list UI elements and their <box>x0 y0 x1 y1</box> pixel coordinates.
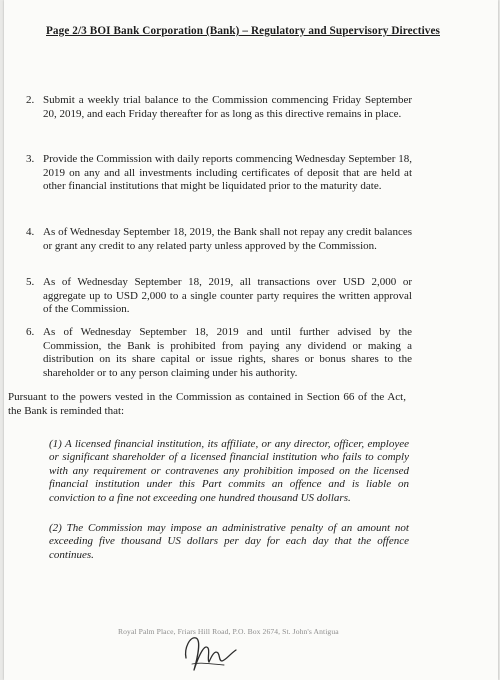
directive-number: 3. <box>26 153 35 165</box>
directive-text: As of Wednesday September 18, 2019 and until further advised by the Commission, the Bank is prohibited from paying any dividend or making a distribution on its share capital or issue rights, shares or bonus shares to the shareholder or to any person claiming under his authority. <box>43 326 412 379</box>
page-heading: Page 2/3 BOI Bank Corporation (Bank) – Regulatory and Supervisory Directives <box>46 25 440 37</box>
directive-number: 6. <box>26 326 35 338</box>
directive-item-2 <box>26 94 412 121</box>
directive-item-6 <box>26 326 412 380</box>
directive-item-4 <box>26 226 412 253</box>
directive-text: As of Wednesday September 18, 2019, all transactions over USD 2,000 or aggregate up to USD 2,000 to a single counter party requires the written approval of the Commission. <box>43 276 412 316</box>
directive-item-3 <box>26 153 412 194</box>
directive-text: Provide the Commission with daily reports commencing Wednesday September 18, 2019 on any and all investments including certificates of deposit that are held at other financial institutions that might be liquidated prior to the maturity date. <box>43 153 412 193</box>
directive-number: 5. <box>26 276 35 288</box>
directive-item-5 <box>26 276 412 317</box>
quote-section-2: (2) The Commission may impose an administrative penalty of an amount not exceeding five thousand US dollars per day for each day that the offence continues. <box>49 522 409 561</box>
quote-section-1: (1) A licensed financial institution, its affiliate, or any director, officer, employee or significant shareholder of a licensed financial institution who fails to comply with any requirement or contravenes any prohibition imposed on the licensed financial institution under this Part commits an offence and is liable on conviction to a fine not exceeding one hundred thousand US dollars. <box>49 438 409 504</box>
directive-text: As of Wednesday September 18, 2019, the Bank shall not repay any credit balances or grant any credit to any related party unless approved by the Commission. <box>43 226 412 252</box>
signature-mark <box>180 628 240 674</box>
document-page <box>4 0 498 680</box>
directive-number: 4. <box>26 226 35 238</box>
directive-number: 2. <box>26 94 35 106</box>
pursuant-paragraph: Pursuant to the powers vested in the Commission as contained in Section 66 of the Act, the Bank is reminded that: <box>8 391 406 417</box>
directive-text: Submit a weekly trial balance to the Commission commencing Friday September 20, 2019, and each Friday thereafter for as long as this directive remains in place. <box>43 94 412 120</box>
footer-address: Royal Palm Place, Friars Hill Road, P.O. Box 2674, St. John's Antigua <box>118 627 339 636</box>
